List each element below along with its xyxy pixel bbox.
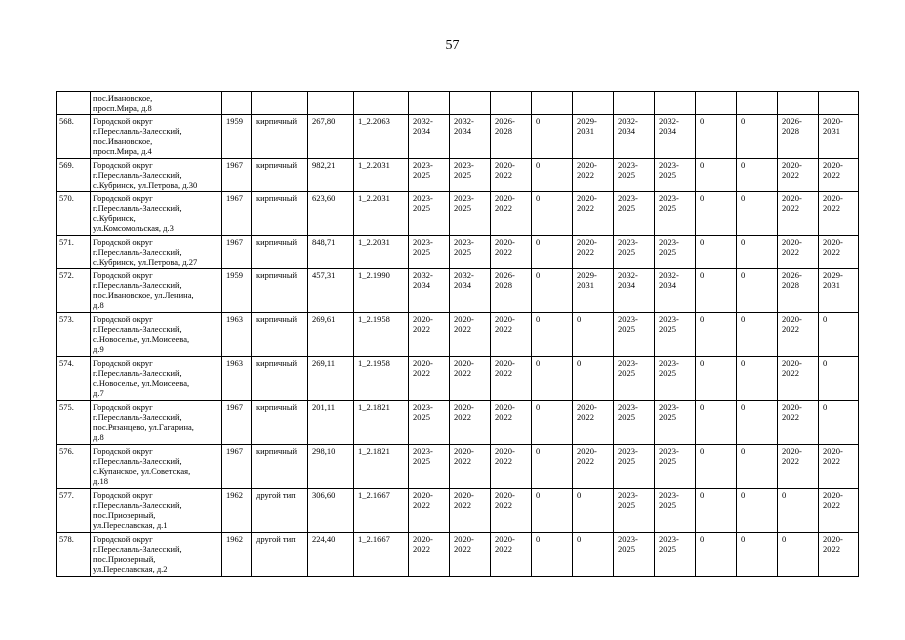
row-number-cell: 576. (57, 445, 91, 489)
table-cell: другой тип (252, 533, 308, 577)
table-cell: 2023- 2025 (450, 159, 491, 192)
table-cell: 2020- 2022 (573, 401, 614, 445)
table-cell: 2020- 2022 (778, 192, 819, 236)
address-cell: Городской округ г.Переславль-Залесский, пос.Ивановское, ул.Ленина, д.8 (91, 269, 222, 313)
table-cell: 2020- 2022 (573, 192, 614, 236)
table-cell: 2023- 2025 (655, 533, 696, 577)
table-cell: 0 (573, 533, 614, 577)
table-cell: 269,11 (308, 357, 354, 401)
table-cell: 0 (696, 489, 737, 533)
table-cell: 2023- 2025 (655, 357, 696, 401)
table-cell: 2020- 2031 (819, 115, 859, 159)
address-cell: Городской округ г.Переславль-Залесский, с.Кубринск, ул.Комсомольская, д.3 (91, 192, 222, 236)
table-cell: кирпичный (252, 401, 308, 445)
table-cell: 2020- 2022 (491, 313, 532, 357)
table-cell: 0 (532, 159, 573, 192)
table-cell: 0 (532, 313, 573, 357)
address-cell: Городской округ г.Переславль-Залесский, пос.Приозерный, ул.Переславская, д.1 (91, 489, 222, 533)
table-cell: кирпичный (252, 115, 308, 159)
table-cell: 2020- 2022 (819, 489, 859, 533)
table-cell: 0 (819, 401, 859, 445)
address-cell: Городской округ г.Переславль-Залесский, с.Новоселье, ул.Моисеева, д.7 (91, 357, 222, 401)
table-cell: 0 (778, 489, 819, 533)
table-cell: 1_2.1667 (354, 533, 409, 577)
table-row (57, 445, 859, 489)
table-cell: 2026- 2028 (778, 269, 819, 313)
table-cell: 2032- 2034 (450, 269, 491, 313)
table-cell: 982,21 (308, 159, 354, 192)
table-cell: 2032- 2034 (655, 269, 696, 313)
table-cell: 0 (737, 159, 778, 192)
table-cell: 2020- 2022 (491, 401, 532, 445)
table-cell: 2023- 2025 (655, 489, 696, 533)
table-cell: 1959 (222, 115, 252, 159)
table-cell: 1967 (222, 401, 252, 445)
table-row (57, 236, 859, 269)
table-cell: 2020- 2022 (778, 445, 819, 489)
table-cell: 0 (737, 445, 778, 489)
address-cell: Городской округ г.Переславль-Залесский, с.Кубринск, ул.Петрова, д.27 (91, 236, 222, 269)
address-cell: Городской округ г.Переславль-Залесский, с.Купанское, ул.Советская, д.18 (91, 445, 222, 489)
table-cell: 2020- 2022 (491, 445, 532, 489)
table-cell (491, 92, 532, 115)
table-cell: 623,60 (308, 192, 354, 236)
table-cell: 1967 (222, 159, 252, 192)
row-number-cell: 572. (57, 269, 91, 313)
address-cell: Городской округ г.Переславль-Залесский, пос.Ивановское, просп.Мира, д.4 (91, 115, 222, 159)
table-cell: 2026- 2028 (778, 115, 819, 159)
table-row (57, 192, 859, 236)
table-cell: 0 (573, 313, 614, 357)
table-cell: 2032- 2034 (614, 269, 655, 313)
row-number-cell: 577. (57, 489, 91, 533)
table-cell: 457,31 (308, 269, 354, 313)
row-number-cell: 574. (57, 357, 91, 401)
table-row (57, 269, 859, 313)
table-cell (354, 92, 409, 115)
table-cell: 2020- 2022 (491, 357, 532, 401)
table-cell: 2020- 2022 (409, 489, 450, 533)
table-cell: 306,60 (308, 489, 354, 533)
table-cell: 1_2.2031 (354, 192, 409, 236)
table-cell: 2023- 2025 (614, 192, 655, 236)
row-number-cell (57, 92, 91, 115)
table-cell: 0 (532, 269, 573, 313)
table-cell: 0 (532, 401, 573, 445)
table-cell: 2023- 2025 (655, 236, 696, 269)
table-cell: 2020- 2022 (491, 159, 532, 192)
table-cell: 0 (696, 313, 737, 357)
table-cell: 2032- 2034 (409, 269, 450, 313)
table-cell (655, 92, 696, 115)
table-cell: 269,61 (308, 313, 354, 357)
table-cell: 2020- 2022 (573, 445, 614, 489)
housing-table (56, 91, 859, 577)
table-cell: 2032- 2034 (655, 115, 696, 159)
table-cell: 2029- 2031 (573, 115, 614, 159)
table-cell: 2020- 2022 (819, 533, 859, 577)
table-cell: 1963 (222, 357, 252, 401)
table-cell: 2020- 2022 (491, 192, 532, 236)
table-cell: 1_2.1821 (354, 401, 409, 445)
table-cell: 2020- 2022 (409, 533, 450, 577)
table-cell: 2023- 2025 (655, 401, 696, 445)
table-cell: 1967 (222, 236, 252, 269)
table-cell: 2023- 2025 (614, 313, 655, 357)
table-cell (614, 92, 655, 115)
table-cell: 0 (532, 192, 573, 236)
table-cell: 0 (532, 445, 573, 489)
table-cell: 2032- 2034 (614, 115, 655, 159)
table-cell: 0 (696, 533, 737, 577)
table-cell: 1967 (222, 445, 252, 489)
table-cell: другой тип (252, 489, 308, 533)
table-row (57, 313, 859, 357)
table-cell: 2023- 2025 (409, 236, 450, 269)
table-cell: 2023- 2025 (614, 401, 655, 445)
table-cell: 0 (737, 192, 778, 236)
table-cell: 2023- 2025 (409, 192, 450, 236)
table-cell: кирпичный (252, 357, 308, 401)
table-cell: 201,11 (308, 401, 354, 445)
table-cell: 2023- 2025 (655, 192, 696, 236)
table-cell: 0 (532, 489, 573, 533)
table-cell: 2020- 2022 (819, 159, 859, 192)
table-cell: 2023- 2025 (655, 445, 696, 489)
table-row (57, 489, 859, 533)
table-cell (409, 92, 450, 115)
table-cell (252, 92, 308, 115)
table-cell: 0 (696, 357, 737, 401)
table-cell: 0 (532, 236, 573, 269)
table-cell: 2023- 2025 (409, 445, 450, 489)
table-cell: 1_2.2031 (354, 236, 409, 269)
table-cell: 267,80 (308, 115, 354, 159)
table-cell: 2020- 2022 (778, 159, 819, 192)
table-cell: 0 (532, 357, 573, 401)
table-row (57, 115, 859, 159)
table-cell: 0 (532, 533, 573, 577)
table-cell: 0 (696, 236, 737, 269)
table-cell: 0 (737, 357, 778, 401)
table-row (57, 401, 859, 445)
table-cell: 0 (819, 313, 859, 357)
table-cell (573, 92, 614, 115)
row-number-cell: 573. (57, 313, 91, 357)
table-cell: 1_2.1667 (354, 489, 409, 533)
table-cell: 2020- 2022 (450, 401, 491, 445)
table-cell: 0 (737, 115, 778, 159)
table-cell: 0 (819, 357, 859, 401)
table-cell: 2023- 2025 (614, 236, 655, 269)
table-cell: 2020- 2022 (450, 489, 491, 533)
table-cell: 2032- 2034 (450, 115, 491, 159)
table-cell (778, 92, 819, 115)
table-cell: 2023- 2025 (409, 159, 450, 192)
table-cell: 2020- 2022 (778, 401, 819, 445)
table-cell: 0 (532, 115, 573, 159)
table-cell: 0 (737, 533, 778, 577)
table-cell: 0 (737, 269, 778, 313)
address-cell: пос.Ивановское, просп.Мира, д.8 (91, 92, 222, 115)
row-number-cell: 578. (57, 533, 91, 577)
table-cell: 2023- 2025 (409, 401, 450, 445)
address-cell: Городской округ г.Переславль-Залесский, пос.Рязанцево, ул.Гагарина, д.8 (91, 401, 222, 445)
table-cell: 2023- 2025 (614, 159, 655, 192)
table-cell: 2020- 2022 (819, 192, 859, 236)
table-cell: 224,40 (308, 533, 354, 577)
row-number-cell: 570. (57, 192, 91, 236)
table-cell: кирпичный (252, 269, 308, 313)
table-cell: 298,10 (308, 445, 354, 489)
table-cell: 1_2.1958 (354, 357, 409, 401)
table-cell: 1967 (222, 192, 252, 236)
table-cell: 1_2.2063 (354, 115, 409, 159)
table-cell: 2020- 2022 (409, 357, 450, 401)
table-cell: 2020- 2022 (491, 489, 532, 533)
table-cell: 2020- 2022 (491, 236, 532, 269)
table-cell: 2026- 2028 (491, 269, 532, 313)
table-cell: кирпичный (252, 313, 308, 357)
address-cell: Городской округ г.Переславль-Залесский, пос.Приозерный, ул.Переславская, д.2 (91, 533, 222, 577)
table-cell: 2020- 2022 (409, 313, 450, 357)
table-cell: 2020- 2022 (450, 313, 491, 357)
table-cell: 1_2.1958 (354, 313, 409, 357)
table-cell: 2020- 2022 (819, 445, 859, 489)
table-cell (532, 92, 573, 115)
table-cell: 2020- 2022 (450, 445, 491, 489)
table-cell: 0 (573, 357, 614, 401)
table-cell: 2020- 2022 (573, 159, 614, 192)
table-row (57, 357, 859, 401)
table-cell (450, 92, 491, 115)
table-cell: 0 (573, 489, 614, 533)
table-cell: 0 (737, 489, 778, 533)
table-cell: 2029- 2031 (819, 269, 859, 313)
table-cell: 2020- 2022 (491, 533, 532, 577)
table-cell: 2020- 2022 (450, 357, 491, 401)
table-cell (737, 92, 778, 115)
table-cell: кирпичный (252, 192, 308, 236)
address-cell: Городской округ г.Переславль-Залесский, с.Новоселье, ул.Моисеева, д.9 (91, 313, 222, 357)
table-cell (819, 92, 859, 115)
table-cell: 2020- 2022 (778, 357, 819, 401)
page-number: 57 (445, 38, 460, 53)
table-cell: 1959 (222, 269, 252, 313)
table-cell: 0 (696, 445, 737, 489)
table-cell: 2023- 2025 (614, 445, 655, 489)
table-cell: кирпичный (252, 159, 308, 192)
table-cell: 2023- 2025 (614, 357, 655, 401)
table-cell: 2020- 2022 (573, 236, 614, 269)
table-cell: 0 (696, 192, 737, 236)
table-cell: 0 (696, 401, 737, 445)
table-row (57, 92, 859, 115)
table-cell: 848,71 (308, 236, 354, 269)
table-cell: 1962 (222, 489, 252, 533)
table-cell: 0 (737, 401, 778, 445)
table-cell: 2029- 2031 (573, 269, 614, 313)
table-cell: 0 (778, 533, 819, 577)
table-cell: 2026- 2028 (491, 115, 532, 159)
table-cell: 1962 (222, 533, 252, 577)
table-cell: кирпичный (252, 445, 308, 489)
table-cell: 2020- 2022 (819, 236, 859, 269)
table-cell: 2023- 2025 (450, 236, 491, 269)
table-cell: 2023- 2025 (655, 159, 696, 192)
table-cell: 2020- 2022 (778, 236, 819, 269)
table-cell: 0 (696, 159, 737, 192)
table-cell: 1_2.1821 (354, 445, 409, 489)
table-cell: 2032- 2034 (409, 115, 450, 159)
row-number-cell: 575. (57, 401, 91, 445)
table-cell: 2023- 2025 (655, 313, 696, 357)
row-number-cell: 569. (57, 159, 91, 192)
row-number-cell: 571. (57, 236, 91, 269)
table-row (57, 159, 859, 192)
table-cell: кирпичный (252, 236, 308, 269)
address-cell: Городской округ г.Переславль-Залесский, с.Кубринск, ул.Петрова, д.30 (91, 159, 222, 192)
table-cell: 2023- 2025 (614, 533, 655, 577)
table-cell: 0 (696, 269, 737, 313)
table-cell: 2023- 2025 (450, 192, 491, 236)
table-cell: 1_2.1990 (354, 269, 409, 313)
table-cell: 2020- 2022 (778, 313, 819, 357)
table-cell (222, 92, 252, 115)
table-row (57, 533, 859, 577)
table-cell: 0 (737, 236, 778, 269)
table-cell: 0 (696, 115, 737, 159)
table-cell: 1963 (222, 313, 252, 357)
table-cell: 1_2.2031 (354, 159, 409, 192)
table-cell (308, 92, 354, 115)
table-cell: 2023- 2025 (614, 489, 655, 533)
table-body (57, 92, 859, 577)
table-cell: 2020- 2022 (450, 533, 491, 577)
table-cell: 0 (737, 313, 778, 357)
table-cell (696, 92, 737, 115)
row-number-cell: 568. (57, 115, 91, 159)
